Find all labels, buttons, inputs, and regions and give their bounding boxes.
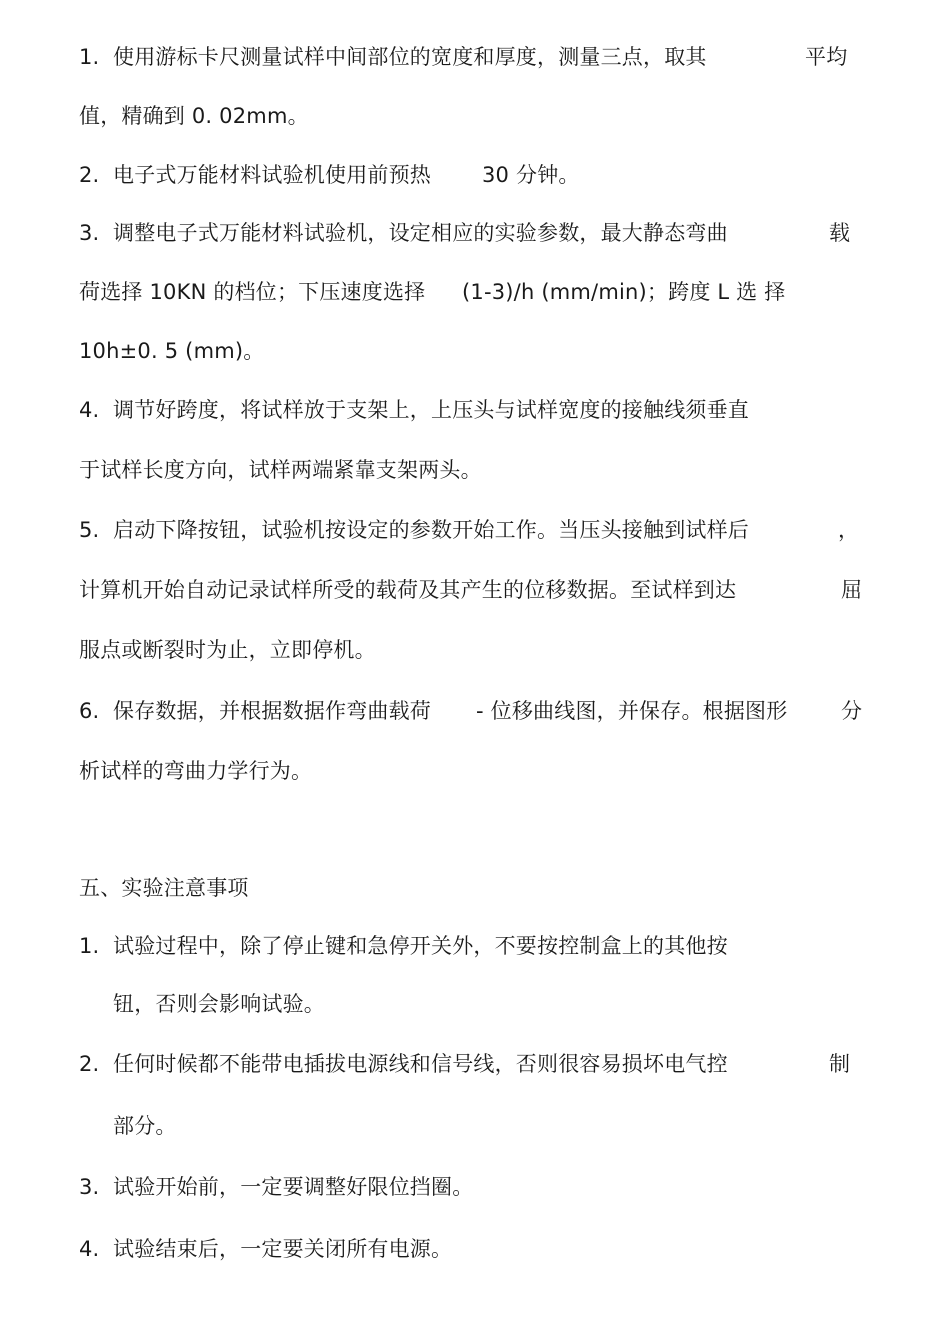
step-2-line-1: 电子式万能材料试验机使用前预热 [113, 163, 431, 187]
step-6-line-1: 保存数据，并根据数据作弯曲载荷 [113, 699, 431, 723]
step-4-line-2: 于试样长度方向，试样两端紧靠支架两头。 [79, 458, 482, 482]
step-5-line-1-tail: ， [838, 518, 860, 542]
step-3-line-2-tail: (1-3)/h (mm/min)；跨度 L 选 择 [462, 280, 786, 304]
note-1-line-1: 试验过程中，除了停止键和急停开关外，不要按控制盒上的其他按 [113, 934, 728, 958]
note-3-number: 3. [79, 1175, 100, 1199]
step-3-number: 3. [79, 221, 100, 245]
note-1-number: 1. [79, 934, 100, 958]
step-5-line-2-tail: 屈 [841, 578, 863, 602]
step-5-line-2: 计算机开始自动记录试样所受的载荷及其产生的位移数据。至试样到达 [79, 578, 737, 602]
step-5-line-1: 启动下降按钮，试验机按设定的参数开始工作。当压头接触到试样后 [113, 518, 749, 542]
step-1-line-2: 值，精确到 0. 02mm。 [79, 104, 309, 128]
step-2-line-1-tail: 30 分钟。 [482, 163, 580, 187]
step-6-line-1-tail: 分 [841, 699, 863, 723]
step-1-line-1-tail: 平均 [805, 45, 848, 69]
step-3-line-1-tail: 载 [829, 221, 851, 245]
step-6-line-2: 析试样的弯曲力学行为。 [79, 759, 313, 783]
note-1-line-2: 钮，否则会影响试验。 [113, 992, 325, 1016]
note-2-line-1: 任何时候都不能带电插拔电源线和信号线，否则很容易损坏电气控 [113, 1052, 728, 1076]
step-3-line-3: 10h±0. 5 (mm)。 [79, 339, 265, 363]
step-6-number: 6. [79, 699, 100, 723]
step-4-line-1: 调节好跨度，将试样放于支架上，上压头与试样宽度的接触线须垂直 [113, 398, 749, 422]
step-5-number: 5. [79, 518, 100, 542]
note-4-line-1: 试验结束后，一定要关闭所有电源。 [113, 1237, 453, 1261]
step-4-number: 4. [79, 398, 100, 422]
note-4-number: 4. [79, 1237, 100, 1261]
section-heading: 五、实验注意事项 [79, 876, 249, 900]
step-6-line-1-mid: - 位移曲线图，并保存。根据图形 [476, 699, 788, 723]
step-2-number: 2. [79, 163, 100, 187]
step-1-number: 1. [79, 45, 100, 69]
note-2-number: 2. [79, 1052, 100, 1076]
note-2-line-1-tail: 制 [829, 1052, 851, 1076]
step-3-line-1: 调整电子式万能材料试验机，设定相应的实验参数，最大静态弯曲 [113, 221, 728, 245]
step-3-line-2: 荷选择 10KN 的档位；下压速度选择 [79, 280, 426, 304]
note-3-line-1: 试验开始前，一定要调整好限位挡圈。 [113, 1175, 474, 1199]
note-2-line-2: 部分。 [113, 1114, 177, 1138]
step-5-line-3: 服点或断裂时为止，立即停机。 [79, 638, 376, 662]
step-1-line-1: 使用游标卡尺测量试样中间部位的宽度和厚度，测量三点，取其 [113, 45, 707, 69]
